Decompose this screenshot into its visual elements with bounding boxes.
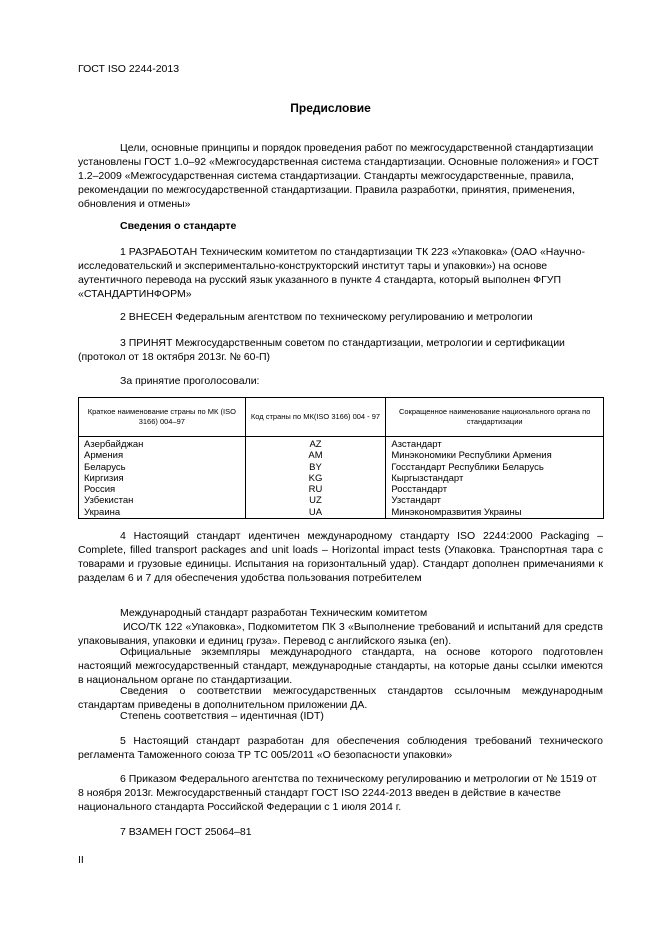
column-header-body: Сокращенное наименование национального органа по стандартизации	[386, 398, 604, 437]
table-row	[79, 484, 604, 495]
column-header-code: Код страны по МК(ISO 3166) 004 - 97	[245, 398, 386, 437]
item-3-adopted: 3 ПРИНЯТ Межгосударственным советом по стандартизации, метрологии и сертификации (протокол от 18 октября 2013г. № 60-П)	[78, 337, 565, 363]
body-cell: Кыргызстандарт	[386, 473, 604, 484]
item-2-introduced: 2 ВНЕСЕН Федеральным агентством по техническому регулированию и метрологии	[120, 311, 533, 323]
section-heading: Сведения о стандарте	[120, 220, 237, 232]
intro-paragraph: Цели, основные принципы и порядок проведения работ по межгосударственной стандартизации установлены ГОСТ 1.0–92 «Межгосударственная система стандартизации. Основные положения» и ГОСТ 1.2–2009 «Межгосударственная система стандартизации. Стандарты межгосударственные, правила, рекомендации по межгосударственной стандартизации. Правила разработки, принятия, применения, обновления и отмены»	[78, 142, 599, 210]
body-cell: Минэкономразвития Украины	[386, 507, 604, 519]
table-row	[79, 450, 604, 461]
table-header-row	[79, 398, 604, 437]
item-7-replaces: 7 ВЗАМЕН ГОСТ 25064–81	[120, 826, 252, 838]
voting-table	[78, 397, 604, 519]
country-cell: Киргизия	[79, 473, 246, 484]
table-row	[79, 495, 604, 506]
code-cell: AZ	[245, 437, 386, 451]
column-header-country: Краткое наименование страны по МК (ISO 3166) 004–97	[79, 398, 246, 437]
code-cell: BY	[245, 462, 386, 473]
country-cell: Россия	[79, 484, 246, 495]
country-cell: Узбекистан	[79, 495, 246, 506]
table-row	[79, 462, 604, 473]
intl-standard-committee: ИСО/ТК 122 «Упаковка», Подкомитетом ПК 3 «Выполнение требований и испытаний для средств упаковывания, упаковки и единиц груза». Перевод с английского языка (en).	[78, 621, 603, 647]
voted-label: За принятие проголосовали:	[120, 375, 260, 387]
code-cell: UZ	[245, 495, 386, 506]
body-cell: Госстандарт Республики Беларусь	[386, 462, 604, 473]
table-row	[79, 507, 604, 519]
item-1-developed: 1 РАЗРАБОТАН Техническим комитетом по стандартизации ТК 223 «Упаковка» (ОАО «Научно-исследовательский и экспериментально-конструкторский институт тары и упаковки») на основе аутентичного перевода на русский язык указанного в пункте 4 стандарта, который выполнен ФГУП «СТАНДАРТИНФОРМ»	[78, 246, 585, 300]
code-cell: KG	[245, 473, 386, 484]
item-4-identical: 4 Настоящий стандарт идентичен международному стандарту ISO 2244:2000 Packaging – Complete, filled transport packages and unit loads – Horizontal impact tests (Упаковка. Транспортная тара с товарами и грузовые единицы. Испытания на горизонтальный удар). Стандарт дополнен примечаниями к разделам 6 и 7 для обеспечения удобства пользования потребителем	[78, 530, 603, 584]
intl-standard-developer: Международный стандарт разработан Техническим комитетом	[120, 607, 428, 619]
conformity-info: Сведения о соответствии межгосударственных стандартов ссылочным международным стандартам приведены в дополнительном приложении ДА.	[78, 685, 603, 711]
body-cell: Узстандарт	[386, 495, 604, 506]
table-row	[79, 473, 604, 484]
country-cell: Азербайджан	[79, 437, 246, 451]
country-cell: Армения	[79, 450, 246, 461]
code-cell: RU	[245, 484, 386, 495]
country-cell: Беларусь	[79, 462, 246, 473]
item-6-order: 6 Приказом Федерального агентства по техническому регулированию и метрологии от № 1519 от 8 ноября 2013г. Межгосударственный стандарт ГОСТ ISO 2244-2013 введен в действие в качестве национального стандарта Российской Федерации с 1 июля 2014 г.	[78, 773, 597, 813]
official-copies-note: Официальные экземпляры международного стандарта, на основе которого подготовлен настоящий межгосударственный стандарт, международные стандарты, на которые даны ссылки имеются в национальном органе по стандартизации.	[78, 646, 603, 686]
country-cell: Украина	[79, 507, 246, 519]
item-5-regulation: 5 Настоящий стандарт разработан для обеспечения соблюдения требований технического регламента Таможенного союза ТР ТС 005/2011 «О безопасности упаковки»	[78, 735, 603, 761]
code-cell: UA	[245, 507, 386, 519]
document-header: ГОСТ ISO 2244-2013	[78, 63, 180, 75]
body-cell: Росстандарт	[386, 484, 604, 495]
page-number: II	[78, 854, 84, 866]
body-cell: Минэкономики Республики Армения	[386, 450, 604, 461]
page-title: Предисловие	[290, 101, 371, 115]
table-row	[79, 437, 604, 451]
body-cell: Азстандарт	[386, 437, 604, 451]
code-cell: AM	[245, 450, 386, 461]
conformity-degree: Степень соответствия – идентичная (IDT)	[120, 710, 324, 722]
